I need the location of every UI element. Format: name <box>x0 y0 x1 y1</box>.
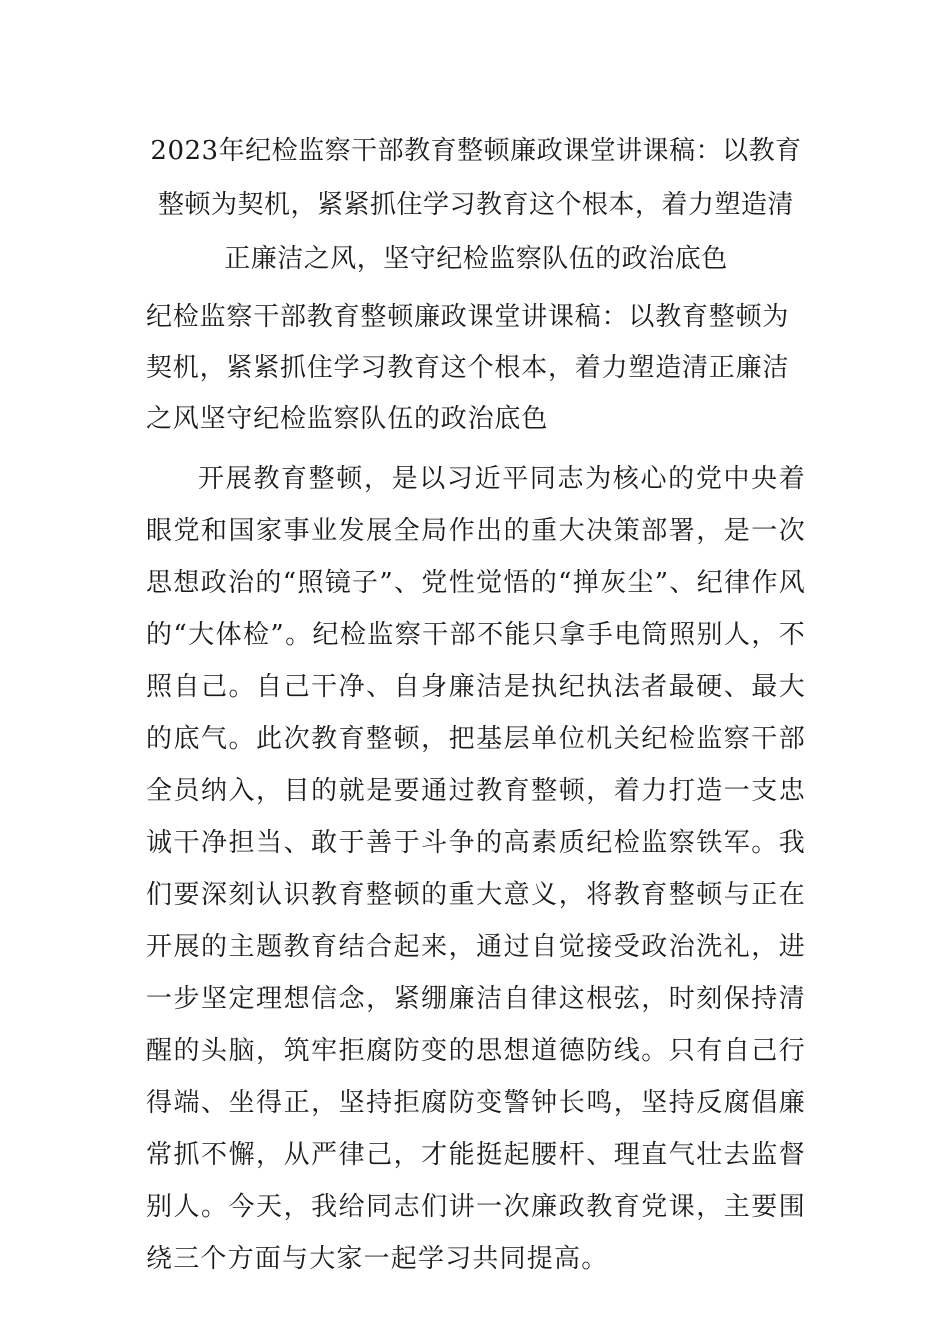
document-subtitle: 纪检监察干部教育整顿廉政课堂讲课稿：以教育整顿为契机，紧紧抓住学习教育这个根本，着力塑造清正廉洁之风坚守纪检监察队伍的政治底色 <box>146 302 790 434</box>
body-paragraph: 开展教育整顿，是以习近平同志为核心的党中央着眼党和国家事业发展全局作出的重大决策部署，是一次思想政治的“照镜子”、党性觉悟的“掸灰尘”、纪律作风的“大体检”。纪检监察干部不能只拿手电筒照别人，不照自己。自己干净、自身廉洁是执纪执法者最硬、最大的底气。此次教育整顿，把基层单位机关纪检监察干部全员纳入，目的就是要通过教育整顿，着力打造一支忠诚干净担当、敢于善于斗争的高素质纪检监察铁军。我们要深刻认识教育整顿的重大意义，将教育整顿与正在开展的主题教育结合起来，通过自觉接受政治洗礼，进一步坚定理想信念，紧绷廉洁自律这根弦，时刻保持清醒的头脑，筑牢拒腐防变的思想道德防线。只有自己行得端、坐得正，坚持拒腐防变警钟长鸣，坚持反腐倡廉常抓不懈，从严律己，才能挺起腰杆、理直气壮去监督别人。今天，我给同志们讲一次廉政教育党课，主要围绕三个方面与大家一起学习共同提高。 <box>146 464 806 1274</box>
document-page <box>146 124 806 1285</box>
document-title: 2023年纪检监察干部教育整顿廉政课堂讲课稿：以教育整顿为契机，紧紧抓住学习教育这个根本，着力塑造清正廉洁之风，坚守纪检监察队伍的政治底色 <box>150 136 802 274</box>
